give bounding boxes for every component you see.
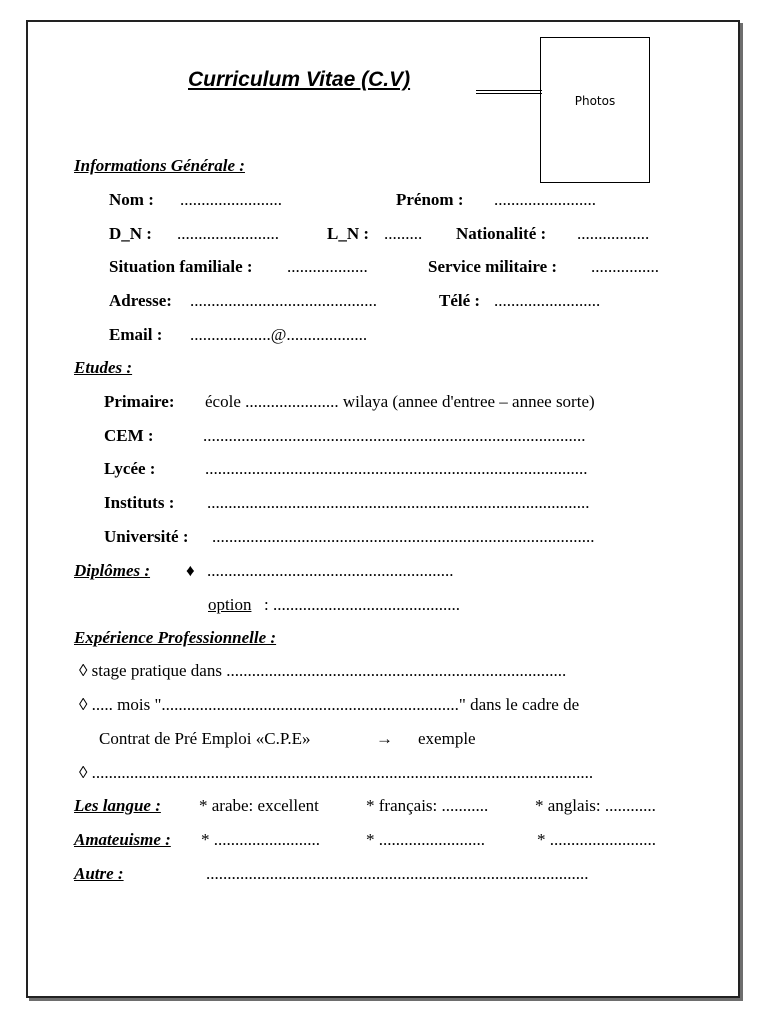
situation-label: Situation familiale : — [109, 257, 253, 276]
section-heading-diplomes: Diplômes : — [74, 561, 151, 580]
primaire-field: école ...................... wilaya (annee d'entree – annee sorte) — [205, 392, 595, 411]
cem-label: CEM : — [104, 426, 154, 445]
option-label: option — [208, 595, 252, 614]
adresse-field: ............................................ — [190, 291, 377, 310]
universite-field: .......................................................................................... — [212, 527, 595, 546]
section-heading-general: Informations Générale : — [74, 156, 245, 175]
arrow-right-icon: → — [376, 729, 393, 748]
section-heading-etudes: Etudes : — [74, 358, 133, 377]
cem-field: .......................................................................................... — [203, 426, 586, 445]
experience-line: ◊ ..... mois "......................................................................" dans le cadre de — [79, 695, 580, 714]
title-rule — [476, 90, 542, 91]
nom-field: ........................ — [180, 190, 282, 209]
dn-field: ........................ — [177, 224, 279, 243]
diamond-bullet-icon: ♦ — [186, 561, 195, 580]
amateurisme-item: * ......................... — [537, 830, 656, 849]
section-heading-experience: Expérience Professionnelle : — [74, 628, 277, 647]
email-label: Email : — [109, 325, 163, 344]
nationalite-field: ................. — [577, 224, 650, 243]
section-heading-amateurisme: Amateuisme : — [74, 830, 171, 849]
universite-label: Université : — [104, 527, 189, 546]
nationalite-label: Nationalité : — [456, 224, 547, 243]
lycee-label: Lycée : — [104, 459, 156, 478]
service-militaire-field: ................ — [591, 257, 659, 276]
langue-anglais: * anglais: ............ — [535, 796, 656, 815]
section-heading-langue: Les langue : — [74, 796, 161, 815]
primaire-label: Primaire: — [104, 392, 175, 411]
langue-arabe: * arabe: excellent — [199, 796, 319, 815]
diplome-field: .......................................................... — [207, 561, 454, 580]
situation-field: ................... — [287, 257, 368, 276]
instituts-field: .......................................................................................... — [207, 493, 590, 512]
title-rule — [476, 93, 542, 94]
experience-line: ◊ ...................................................................................................................... — [79, 763, 594, 782]
prenom-field: ........................ — [494, 190, 596, 209]
tele-label: Télé : — [439, 291, 481, 310]
example-text: exemple — [418, 729, 476, 748]
experience-line: ◊ stage pratique dans ................................................................................ — [79, 661, 567, 680]
amateurisme-item: * ......................... — [201, 830, 320, 849]
autre-field: .......................................................................................... — [206, 864, 589, 883]
dn-label: D_N : — [109, 224, 152, 243]
instituts-label: Instituts : — [104, 493, 175, 512]
cv-title: Curriculum Vitae (C.V) — [188, 68, 411, 91]
lycee-field: .......................................................................................... — [205, 459, 588, 478]
email-field: ...................@................... — [190, 325, 368, 344]
ln-label: L_N : — [327, 224, 370, 243]
section-heading-autre: Autre : — [74, 864, 124, 883]
photo-box — [540, 37, 650, 183]
experience-line: Contrat de Pré Emploi «C.P.E» — [99, 729, 311, 748]
tele-field: ......................... — [494, 291, 601, 310]
option-field: : ............................................ — [264, 595, 460, 614]
photo-label: Photos — [574, 94, 616, 108]
prenom-label: Prénom : — [396, 190, 464, 209]
adresse-label: Adresse: — [109, 291, 172, 310]
nom-label: Nom : — [109, 190, 154, 209]
amateurisme-item: * ......................... — [366, 830, 485, 849]
ln-field: ......... — [384, 224, 423, 243]
langue-francais: * français: ........... — [366, 796, 489, 815]
service-militaire-label: Service militaire : — [428, 257, 558, 276]
